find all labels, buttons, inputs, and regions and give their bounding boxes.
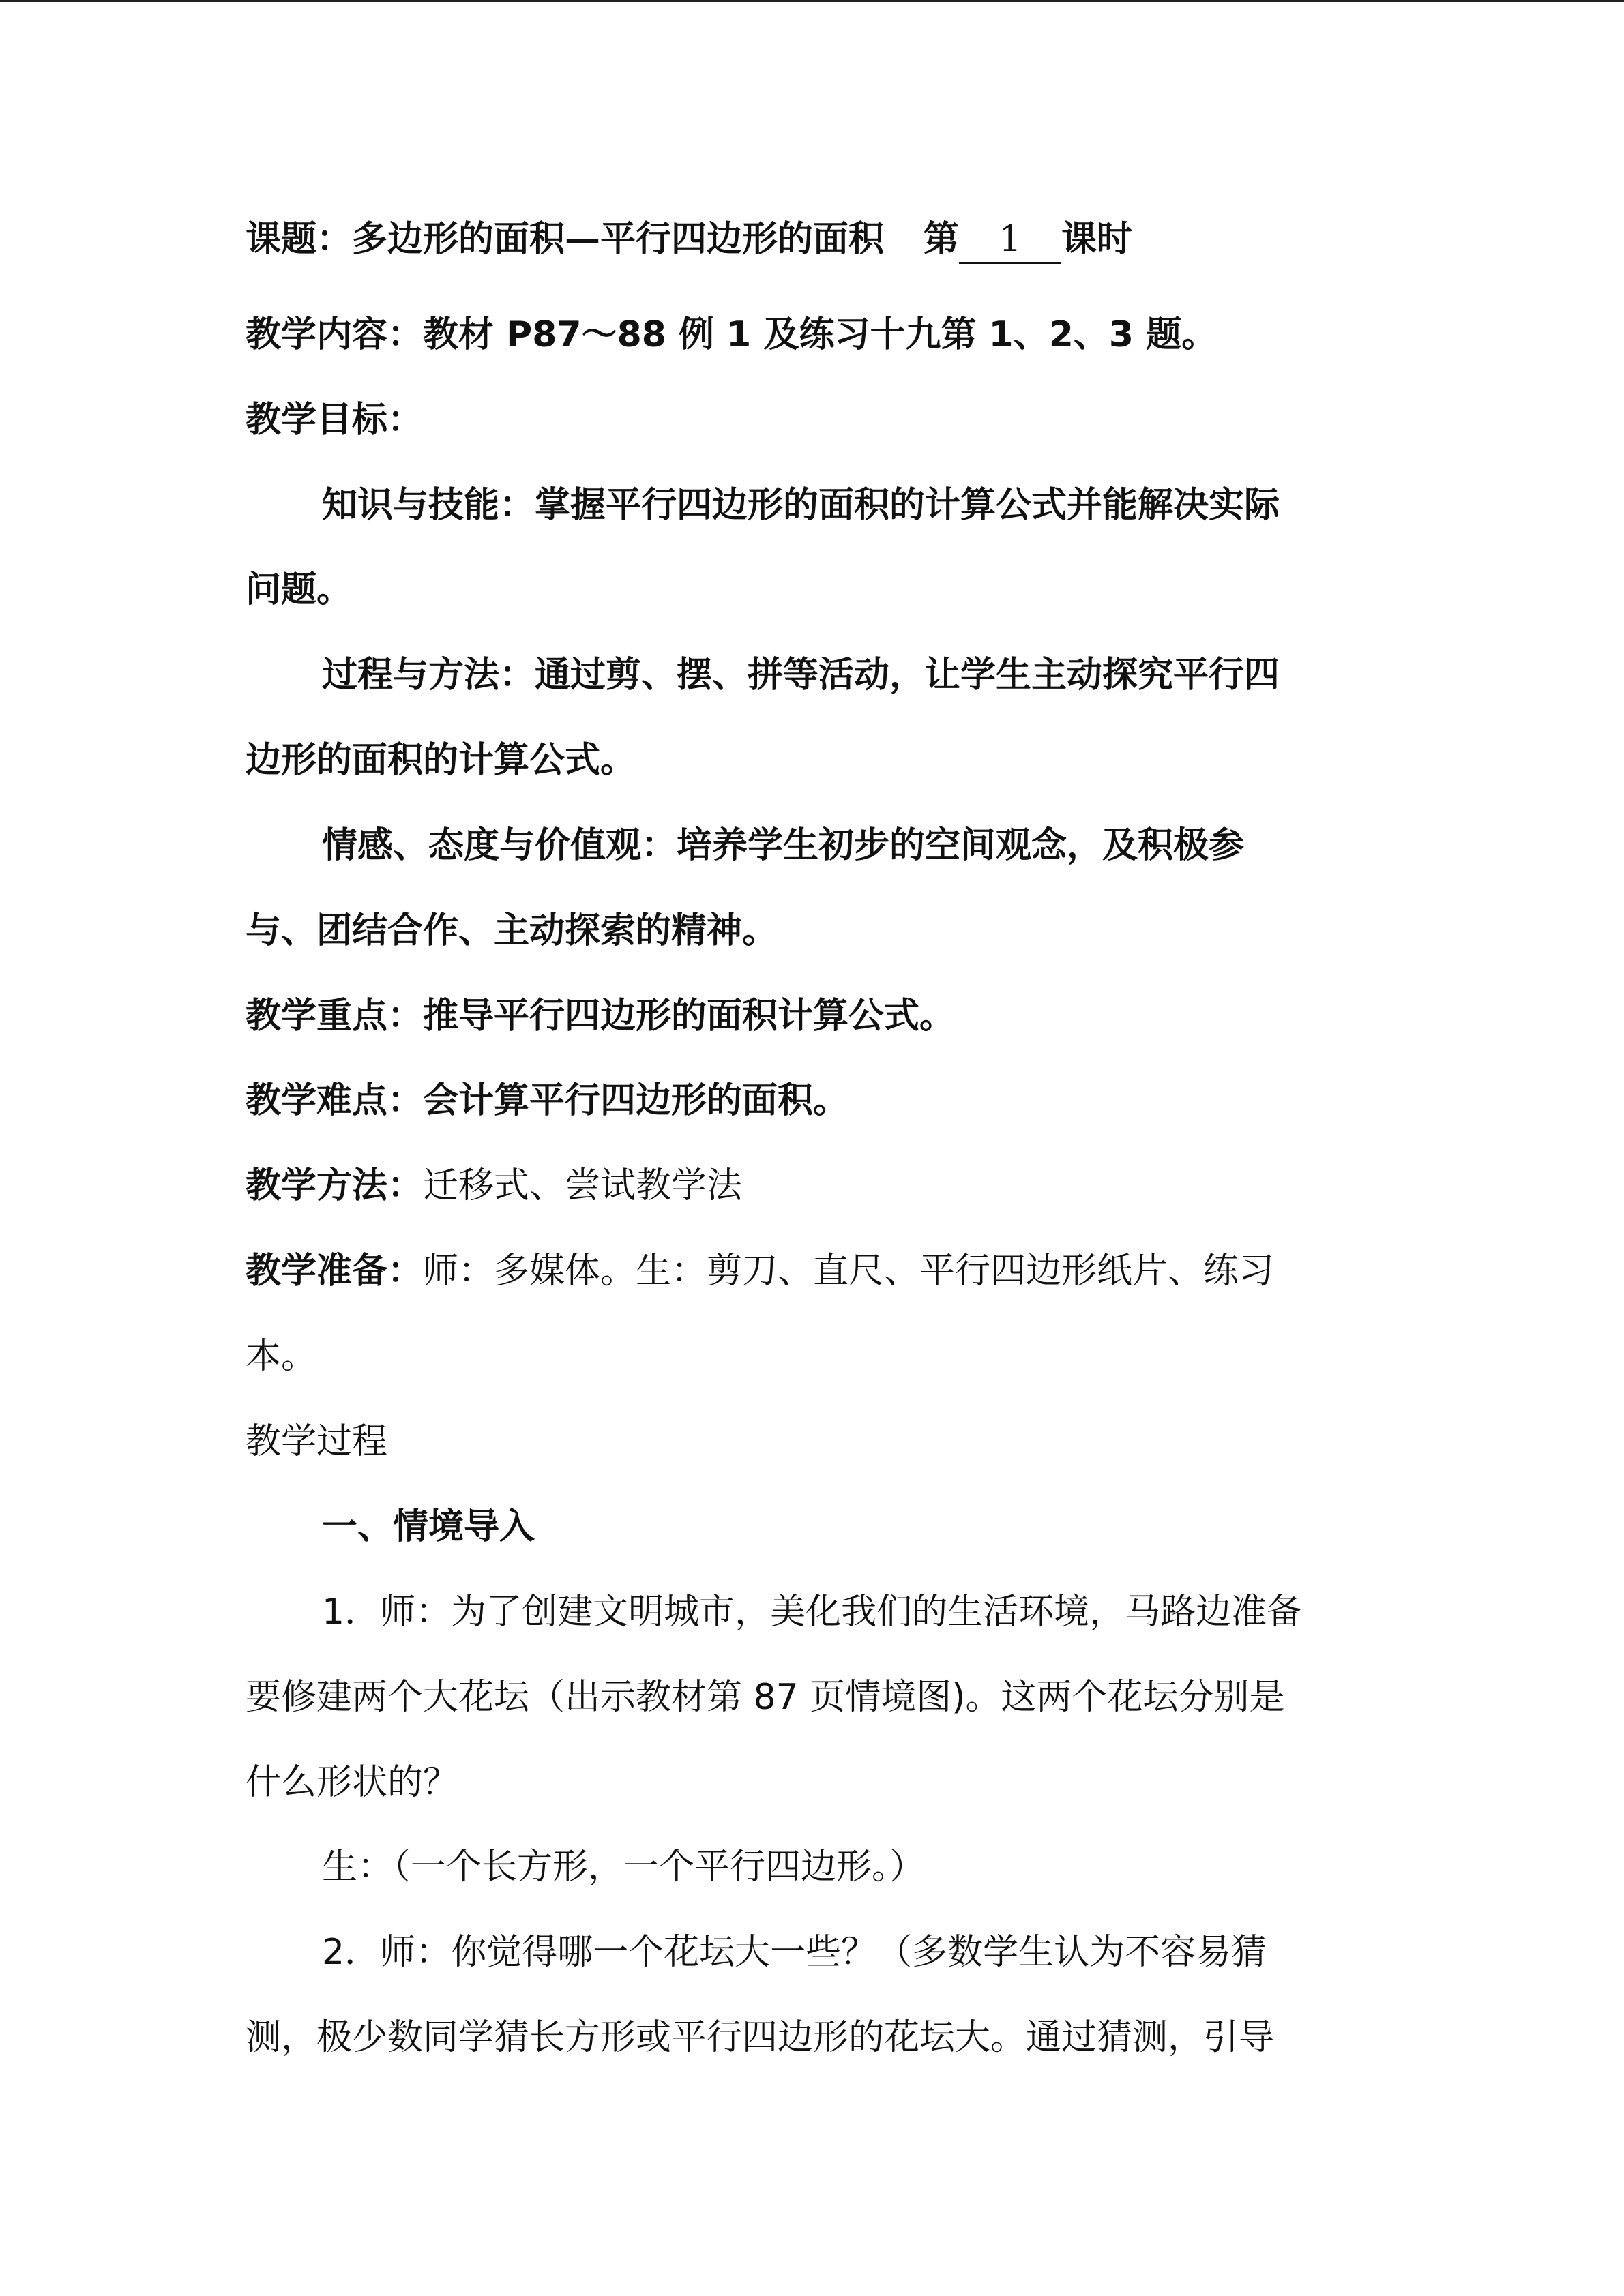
- objective-emotion-line-2: 与、团结合作、主动探索的精神。: [246, 910, 778, 951]
- objectives-heading: 教学目标：: [246, 400, 424, 441]
- lesson-suffix: 课时: [1061, 219, 1133, 260]
- procedure-heading: 教学过程: [246, 1421, 388, 1462]
- preparation-line-1: [246, 1249, 1391, 1296]
- paragraph-2-line-1: 2．师：你觉得哪一个花坛大一些？（多数学生认为不容易猜: [322, 1932, 1267, 1973]
- student-answer-line: 生：（一个长方形，一个平行四边形。）: [322, 1847, 926, 1888]
- preparation-line-2: 本。: [246, 1336, 317, 1377]
- objective-emotion-line-1: 情感、态度与价值观：培养学生初步的空间观念，及积极参: [322, 825, 1245, 866]
- content-text: 教材 P87～88 例 1 及练习十九第 1、2、3 题。: [423, 314, 1217, 355]
- objective-process-line-1: 过程与方法：通过剪、摆、拼等活动，让学生主动探究平行四: [322, 655, 1280, 696]
- key-point-line: [246, 994, 1391, 1041]
- paragraph-1-line-1: 1．师：为了创建文明城市，美化我们的生活环境，马路边准备: [322, 1592, 1303, 1632]
- difficulty-label: 教学难点：: [246, 1080, 424, 1121]
- method-text: 迁移式、尝试教学法: [423, 1165, 743, 1206]
- section-heading-intro: 一、情境导入: [322, 1506, 535, 1547]
- difficulty-text: 会计算平行四边形的面积。: [423, 1080, 849, 1121]
- method-label: 教学方法：: [246, 1165, 424, 1206]
- objective-knowledge-line-1: 知识与技能：掌握平行四边形的面积的计算公式并能解决实际: [322, 485, 1280, 526]
- paragraph-2-line-2: 测，极少数同学猜长方形或平行四边形的花坛大。通过猜测，引导: [246, 2017, 1275, 2058]
- lesson-title-line: [246, 217, 1391, 265]
- top-border: [0, 0, 1624, 2]
- paragraph-1-line-2: 要修建两个大花坛（出示教材第 87 页情境图)。这两个花坛分别是: [246, 1677, 1285, 1718]
- key-point-text: 推导平行四边形的面积计算公式。: [423, 996, 956, 1037]
- paragraph-1-line-3: 什么形状的？: [246, 1762, 459, 1803]
- lesson-number: 1: [959, 217, 1061, 264]
- content-label: 教学内容：: [246, 314, 424, 355]
- preparation-label: 教学准备：: [246, 1251, 424, 1292]
- teaching-content-line: [246, 312, 1391, 360]
- difficulty-line: [246, 1078, 1391, 1126]
- title-text: 多边形的面积—平行四边形的面积: [352, 219, 885, 260]
- key-point-label: 教学重点：: [246, 996, 424, 1037]
- objective-process-line-2: 边形的面积的计算公式。: [246, 740, 636, 781]
- title-label: 课题：: [246, 219, 353, 260]
- method-line: [246, 1163, 1391, 1211]
- preparation-text: 师：多媒体。生：剪刀、直尺、平行四边形纸片、练习: [423, 1251, 1275, 1292]
- lesson-prefix: 第: [924, 219, 960, 260]
- objective-knowledge-line-2: 问题。: [246, 569, 353, 610]
